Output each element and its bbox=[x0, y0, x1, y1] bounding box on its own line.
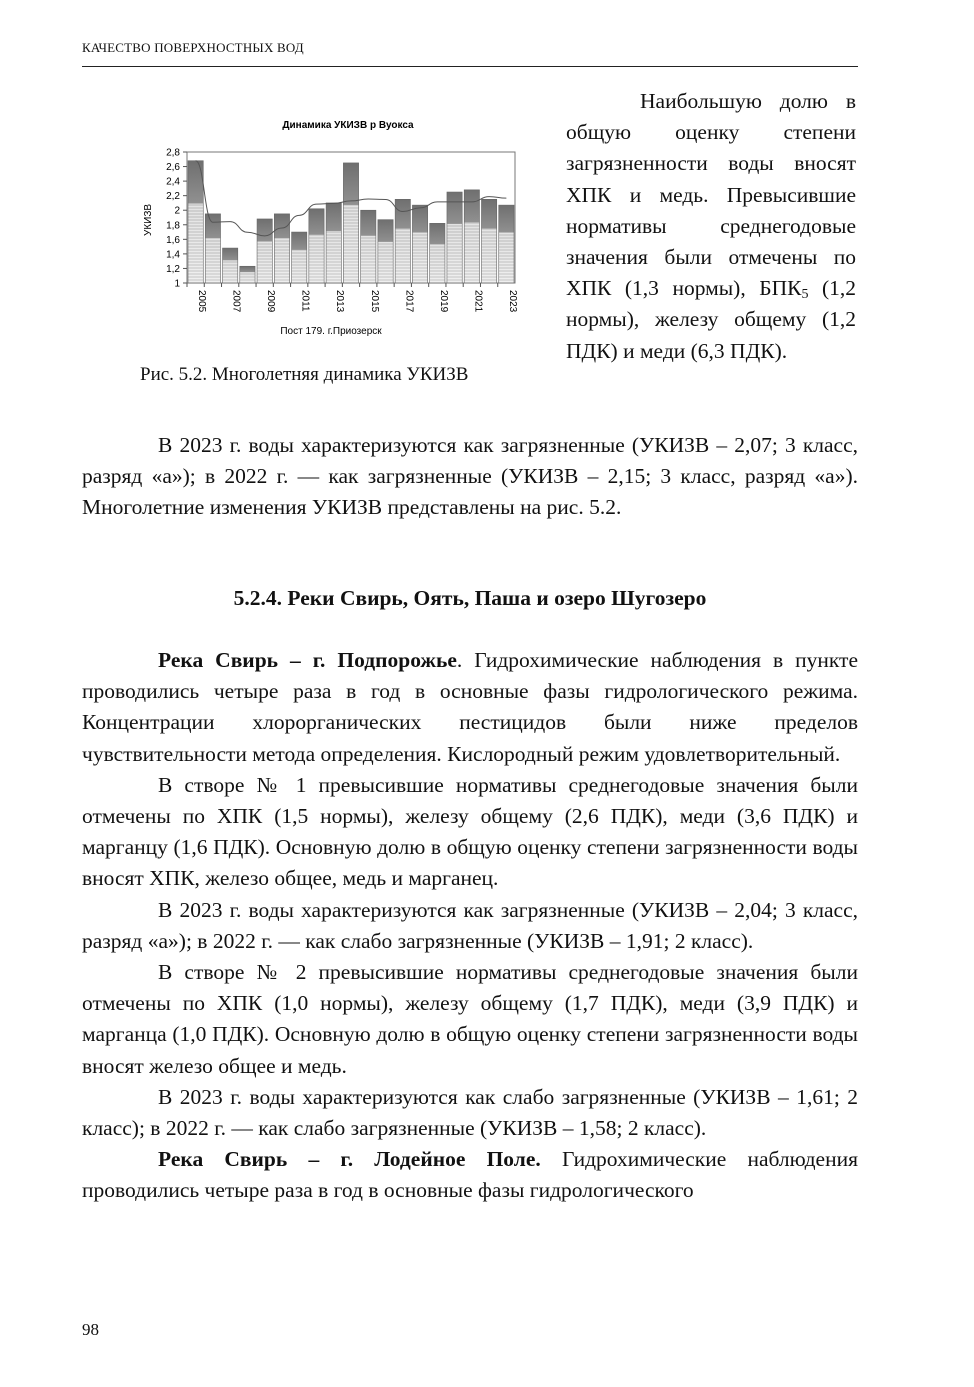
paragraph-stvor-2: В створе № 2 превысившие нормативы среднегодовые значения были отмечены по ХПК (1,0 нормы), железу общему (1,7 ПДК), меди (3,9 ПДК) и марганца (1,0 ПДК). Основную долю в общую оценку степени загрязненности воды вносят железо общее и медь. bbox=[82, 960, 858, 1078]
section-title: 5.2.4. Реки Свирь, Оять, Паша и озеро Шугозеро bbox=[233, 586, 707, 610]
bar bbox=[447, 192, 462, 283]
paragraph-text: Гидрохимические наблюдения проводились четыре раза в год в основные фазы гидрологического bbox=[82, 1147, 858, 1203]
bar bbox=[412, 205, 427, 283]
x-tick-label: 2021 bbox=[472, 290, 484, 313]
bar bbox=[326, 203, 341, 283]
y-tick-label: 2 bbox=[174, 205, 180, 217]
x-tick-label: 2005 bbox=[196, 290, 208, 313]
x-tick-label: 2013 bbox=[334, 290, 346, 313]
y-tick-label: 2,2 bbox=[166, 191, 180, 203]
bar bbox=[240, 266, 255, 283]
x-tick-label: 2015 bbox=[368, 290, 380, 313]
y-tick-label: 1,2 bbox=[166, 263, 180, 275]
y-tick-label: 1,6 bbox=[166, 234, 180, 246]
y-tick-label: 2,8 bbox=[166, 147, 180, 159]
bar bbox=[343, 163, 358, 283]
y-axis-label: УКИЗВ bbox=[143, 203, 154, 237]
bar bbox=[309, 209, 324, 283]
x-axis bbox=[187, 283, 518, 313]
x-tick-label: 2007 bbox=[230, 290, 242, 313]
y-tick-label: 2,4 bbox=[166, 176, 180, 188]
y-tick-label: 2,6 bbox=[166, 162, 180, 174]
paragraph-svir-podporozhye bbox=[82, 645, 858, 770]
river-name: Река Свирь – г. Лодейное Поле. bbox=[158, 1147, 541, 1172]
bar bbox=[292, 232, 307, 283]
page-number: 98 bbox=[82, 1320, 99, 1339]
bar bbox=[378, 220, 393, 283]
y-tick-label: 1,4 bbox=[166, 249, 180, 261]
paragraph-text: В 2023 г. воды характеризуются как загрязненные (УКИЗВ – 2,07; 3 класс, разряд «а»); в 2022 г. — как загрязненные (УКИЗВ – 2,15; 3 класс, разряд «а»). Многолетние изменения УКИЗВ представлены на рис. 5.2. bbox=[82, 433, 858, 520]
x-axis-label: Пост 179. г.Приозерск bbox=[280, 326, 382, 337]
paragraph-stvor-2-ukizv: В 2023 г. воды характеризуются как слабо загрязненные (УКИЗВ – 1,61; 2 класс); в 2022 г. — как слабо загрязненные (УКИЗВ – 1,58; 2 класс). bbox=[82, 1084, 858, 1141]
bar bbox=[188, 161, 203, 283]
subscript: 5 bbox=[801, 287, 809, 303]
bar bbox=[205, 214, 220, 283]
x-tick-label: 2019 bbox=[437, 290, 449, 313]
x-tick-label: 2011 bbox=[299, 290, 311, 312]
bar bbox=[499, 205, 514, 283]
figure bbox=[120, 108, 530, 398]
body-text bbox=[82, 645, 858, 1207]
running-head: КАЧЕСТВО ПОВЕРХНОСТНЫХ ВОД bbox=[82, 40, 304, 55]
paragraph-stvor-1: В створе № 1 превысившие нормативы среднегодовые значения были отмечены по ХПК (1,5 нормы), железу общему (2,6 ПДК), меди (3,6 ПДК) и марганцу (1,6 ПДК). Основную долю в общую оценку степени загрязненности воды вносят ХПК, железо общее, медь и марганец. bbox=[82, 772, 858, 891]
x-tick-label: 2017 bbox=[403, 290, 415, 313]
bar bbox=[223, 248, 238, 283]
side-paragraph-text: Наибольшую долю в общую оценку степени загрязненности воды вносят ХПК и медь. Превысившие нормативы среднегодовые значения были отмечены по ХПК (1,3 нормы), БПК bbox=[566, 89, 856, 301]
paragraph-text: . Гидрохимические наблюдения в пункте проводились четыре раза в год в основные фазы гидрологического режима. Концентрации хлорорганических пестицидов были ниже пределов чувствительности метода определения. Кислородный режим удовлетворительный. bbox=[82, 648, 858, 766]
paragraph-svir-lodeynoye-pole bbox=[82, 1144, 858, 1206]
x-tick-label: 2023 bbox=[506, 290, 518, 313]
side-paragraph-tail: (1,2 нормы), железу общему (1,2 ПДК) и меди (6,3 ПДК). bbox=[566, 276, 856, 363]
bar bbox=[361, 210, 376, 283]
bar bbox=[481, 199, 496, 283]
bar bbox=[274, 214, 289, 283]
ukizv-chart bbox=[120, 108, 530, 358]
figure-caption: Рис. 5.2. Многолетняя динамика УКИЗВ bbox=[140, 364, 469, 385]
bar bbox=[430, 223, 445, 283]
river-name: Река Свирь – г. Подпорожье bbox=[158, 648, 457, 672]
paragraph-ukizv-2023 bbox=[82, 430, 858, 524]
bar bbox=[257, 219, 272, 283]
side-paragraph bbox=[566, 86, 856, 367]
y-tick-label: 1,8 bbox=[166, 220, 180, 232]
chart-title: Динамика УКИЗВ р Вуокса bbox=[282, 120, 414, 131]
paragraph-stvor-1-ukizv: В 2023 г. воды характеризуются как загрязненные (УКИЗВ – 2,04; 3 класс, разряд «а»); в 2022 г. — как слабо загрязненные (УКИЗВ – 1,91; 2 класс). bbox=[82, 897, 858, 953]
y-tick-label: 1 bbox=[174, 278, 180, 290]
x-tick-label: 2009 bbox=[265, 290, 277, 313]
bar bbox=[464, 190, 479, 283]
y-axis bbox=[166, 148, 187, 290]
header-divider bbox=[82, 66, 858, 67]
